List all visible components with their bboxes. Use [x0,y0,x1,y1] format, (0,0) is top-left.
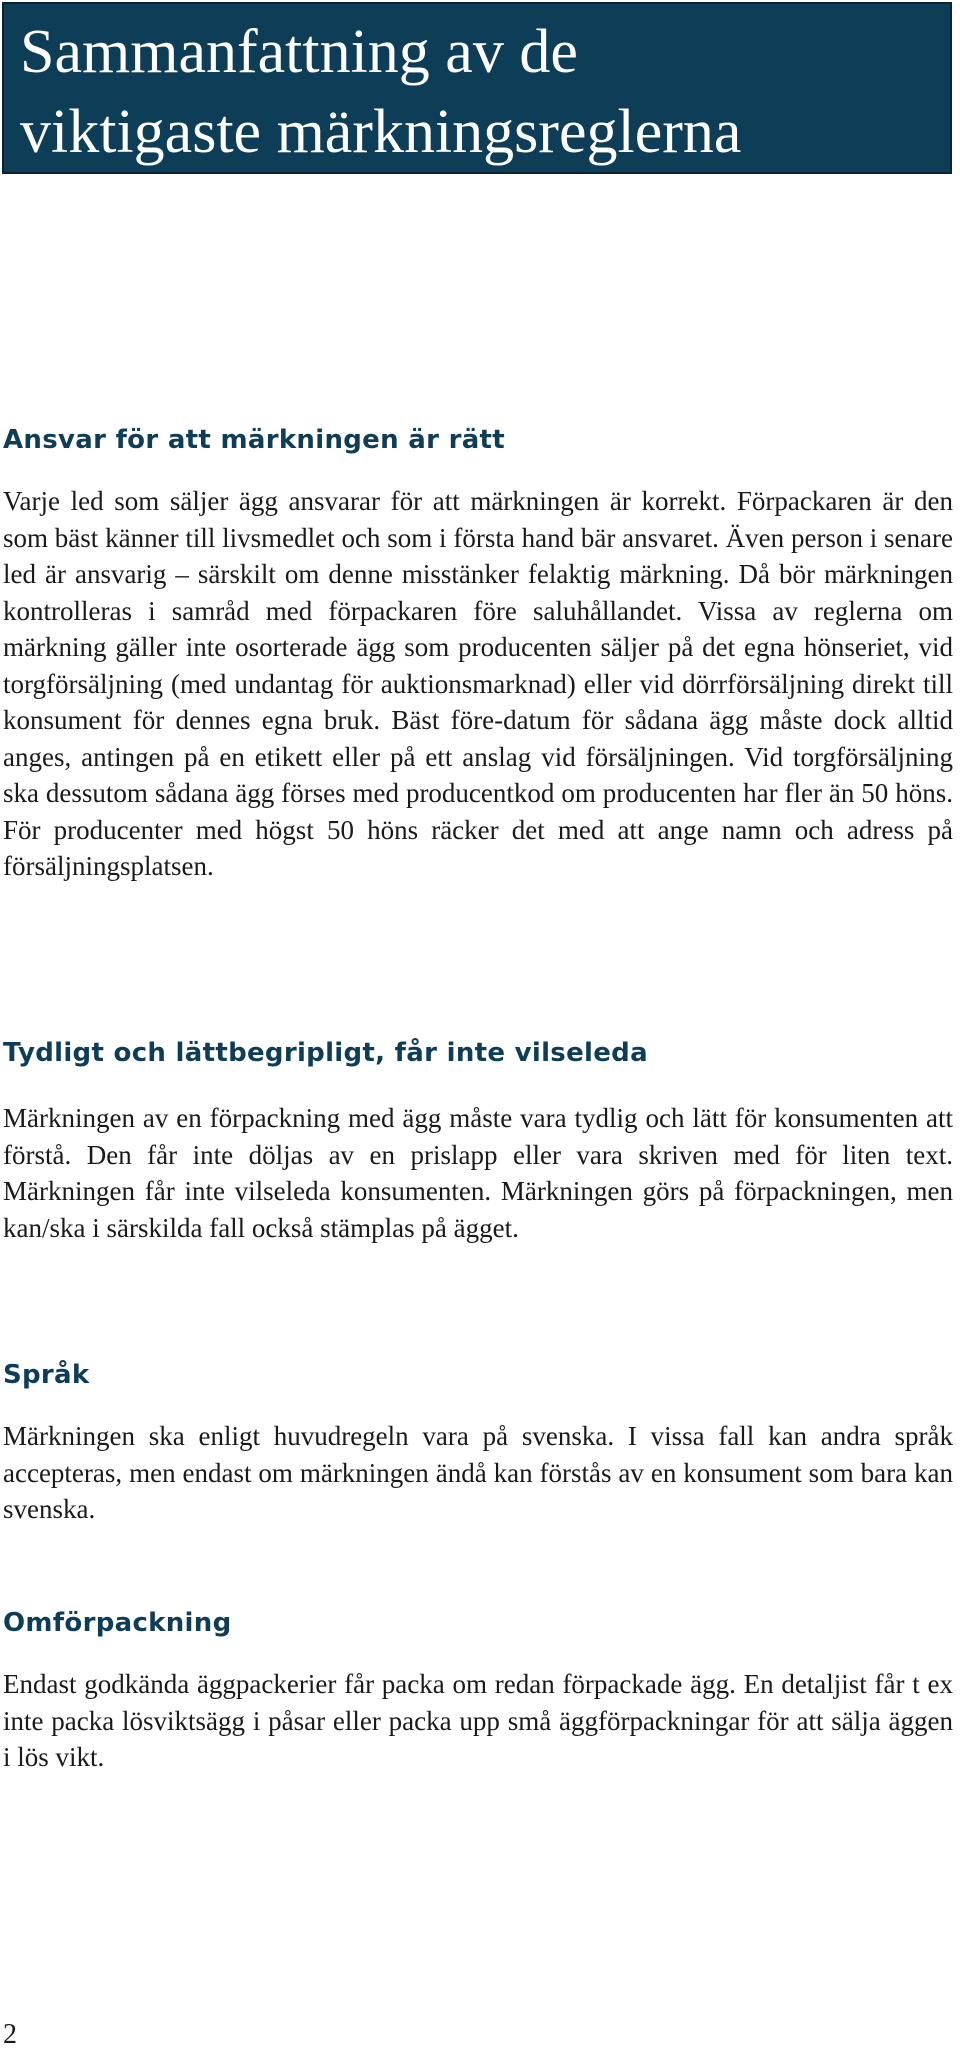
page-title: Sammanfattning av de viktigaste märkningsreglerna [20,18,742,166]
section-body: Märkningen av en förpackning med ägg måste vara tydlig och lätt för konsumenten att förstå. Den får inte döljas av en prislapp eller vara skriven med för liten text. Märkningen får inte vilseleda konsumenten. Märkningen görs på förpackningen, men kan/ska i särskilda fall också stämplas på ägget. [3,1103,953,1243]
section-sprak [3,1360,953,1528]
section-ansvar [3,425,953,885]
section-tydligt [3,1038,953,1246]
title-banner [2,2,952,174]
section-heading: Ansvar för att märkningen är rätt [3,425,506,455]
section-body: Märkningen ska enligt huvudregeln vara på svenska. I vissa fall kan andra språk accepteras, men endast om märkningen ändå kan förstås av en konsument som bara kan svenska. [3,1421,953,1524]
page-number: 2 [3,2019,17,2050]
section-body: Varje led som säljer ägg ansvarar för att märkningen är korrekt. Förpackaren är den som bäst känner till livsmedlet och som i första hand bär ansvaret. Även person i senare led är ansvarig – särskilt om denne misstänker felaktig märkning. Då bör märkningen kontrolleras i samråd med förpackaren före saluhållandet. Vissa av reglerna om märkning gäller inte osorterade ägg som producenten säljer på det egna hönseriet, vid torgförsäljning (med undantag för auktionsmarknad) eller vid dörrförsäljning direkt till konsument för dennes egna bruk. Bäst före-datum för sådana ägg måste dock alltid anges, antingen på en etikett eller på ett anslag vid försäljningen. Vid torgförsäljning ska dessutom sådana ägg förses med producentkod om producenten har fler än 50 höns. För producenter med högst 50 höns räcker det med att ange namn och adress på försäljningsplatsen. [3,486,953,881]
section-heading: Omförpackning [3,1608,232,1638]
section-omforpackning [3,1608,953,1776]
section-body: Endast godkända äggpackerier får packa om redan förpackade ägg. En detaljist får t ex inte packa lösviktsägg i påsar eller packa upp små äggförpackningar för att sälja äggen i lös vikt. [3,1669,953,1772]
section-heading: Språk [3,1360,90,1390]
section-heading: Tydligt och lättbegripligt, får inte vilseleda [3,1038,648,1068]
